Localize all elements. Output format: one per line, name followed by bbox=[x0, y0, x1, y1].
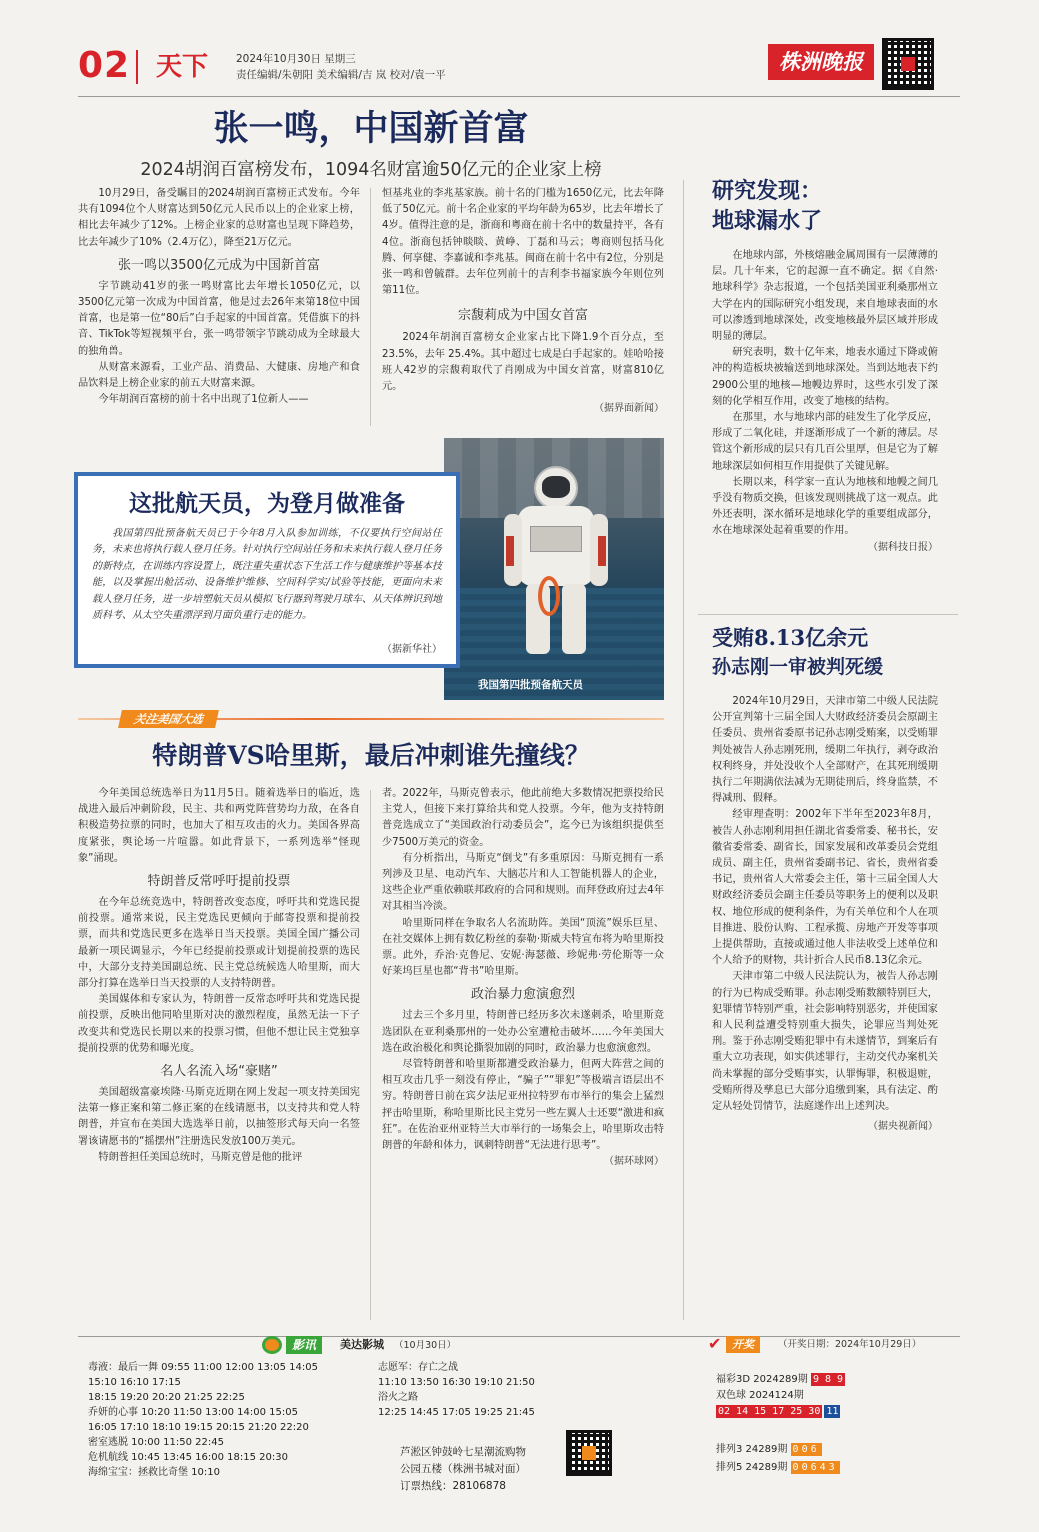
lead-credit: （据界面新闻） bbox=[594, 403, 664, 415]
earth-paragraph: 长期以来，科学家一直认为地核和地幔之间几乎没有物质交换，但该发现则挑战了这一观点。此外还表明，深水循环是地球化学的重要组成部分，水在地球深处起着重要的作用。 bbox=[712, 476, 938, 537]
bribe-headline-2: 孙志刚一审被判死缓 bbox=[712, 656, 884, 678]
astronaut-credit: （据新华社） bbox=[382, 644, 442, 655]
bribe-paragraph: 天津市第二中级人民法院认为，被告人孙志刚的行为已构成受贿罪。孙志刚受贿数额特别巨大，犯罪情节特别严重，社会影响特别恶劣，并使国家和人民利益遭受特别重大损失，论罪应当判处死刑。鉴于孙志刚受贿犯罪中有未遂情节，到案后有重大立功表现，如实供述罪行，主动交代办案机关尚未掌握的部分受贿事实，认罪悔罪，积极退赃，受贿所得及孳息已大部分追缴到案，具有法定、酌定从轻处罚情节，法庭遂作出上述判决。 bbox=[712, 971, 938, 1113]
lead-paragraph: 从财富来源看，工业产品、消费品、大健康、房地产和食品饮料是上榜企业家的前五大财富来源。 bbox=[78, 361, 360, 390]
lead-headline: 张一鸣，中国新首富 bbox=[213, 109, 529, 149]
election-paragraph: 有分析指出，马斯克“倒戈”有多重原因：马斯克拥有一系列涉及卫星、电动汽车、大脑芯片和人工智能机器人的企业，这些企业严重依赖联邦政府的合同和规则。而拜登政府过去4年对其相当冷淡。 bbox=[382, 852, 664, 913]
astronaut-box bbox=[74, 472, 460, 668]
cinema-schedule-left bbox=[88, 1360, 373, 1480]
earth-credit: （据科技日报） bbox=[868, 541, 938, 553]
lottery-numbers: 00643 bbox=[792, 1462, 838, 1473]
cinema-name: 美达影城 bbox=[340, 1338, 384, 1351]
lottery-row-ssq bbox=[716, 1388, 956, 1404]
election-paragraph: 特朗普担任美国总统时，马斯克曾是他的批评 bbox=[98, 1151, 303, 1163]
showtime-row: 密室逃脱 10:00 11:50 22:45 bbox=[88, 1437, 224, 1448]
earth-body bbox=[712, 248, 938, 556]
earth-headline-2: 地球漏水了 bbox=[712, 208, 823, 234]
cinema-address-line: 芦淞区钟鼓岭七星潮流购物 bbox=[400, 1446, 526, 1458]
lead-paragraph: 今年胡润百富榜的前十名中出现了1位新人—— bbox=[98, 394, 309, 406]
earth-paragraph: 在地球内部，外核熔融金属周围有一层薄薄的层。几十年来，它的起源一直不确定。据《自然·地球科学》杂志报道，一个包括美国亚利桑那州立大学在内的国际研究小组发现，来自地球表面的水可以渗透到地球深处，改变地核最外层区域并形成明显的薄层。 bbox=[712, 250, 938, 343]
bribe-headline-1: 受贿8.13亿余元 bbox=[712, 625, 869, 650]
column-divider bbox=[370, 790, 371, 1320]
cinema-address bbox=[400, 1444, 560, 1495]
election-paragraph: 美国超级富豪埃隆·马斯克近期在网上发起一项支持美国宪法第一修正案和第二修正案的在线请愿书，以支持共和党人特朗普，并宣布在美国大选选举日前，以抽签形式每天向一名签署该请愿书的“摇摆州”注册选民发放100万美元。 bbox=[78, 1087, 360, 1147]
earth-paragraph: 研究表明，数十亿年来，地表水通过下降或俯冲的构造板块被输送到地球深处。当到达地表下约2900公里的地核—地幔边界时，这些水引发了深刻的化学相互作用，改变了地核的结构。 bbox=[712, 347, 938, 407]
bribe-paragraph: 经审理查明：2002年下半年至2023年8月，被告人孙志刚利用担任湖北省委常委、秘书长，安徽省委常委、副省长，国家发展和改革委员会党组成员、副主任，贵州省委副书记、省长，贵州省委书记，贵州省人大常委会主任，第十三届全国人大财政经济委员会副主任委员等职务上的便利以及职权、地位形成的便利条件，为有关单位和个人在项目推进、股份认购、工程承揽、房地产开发等事项上提供帮助，直接或通过他人非法收受上述单位和个人给予的财物，共计折合人民币8.13亿余元。 bbox=[712, 809, 938, 967]
election-paragraph: 今年美国总统选举日为11月5日。随着选举日的临近，选战进入最后冲刺阶段，民主、共和两党阵营势均力敌，在各自积极造势拉票的同时，也加大了相互攻击的火力。美国各界高度紧张，舆论场一片喧嚣。如此背景下，一系列选举“怪现象”涌现。 bbox=[78, 788, 360, 864]
lottery-row-fc3d bbox=[716, 1372, 956, 1388]
column-divider bbox=[370, 188, 371, 426]
election-column-1 bbox=[78, 786, 360, 1166]
cinema-tag: 影讯 bbox=[286, 1336, 322, 1354]
lottery-tag: 开奖 bbox=[726, 1336, 760, 1353]
showtime-row: 18:15 19:20 20:20 21:25 22:25 bbox=[88, 1392, 245, 1403]
bribe-credit: （据央视新闻） bbox=[868, 1121, 938, 1133]
earth-paragraph: 在那里，水与地球内部的硅发生了化学反应，形成了二氧化硅，并逐渐形成了一个新的薄层。尽管这个新形成的层只有几百公里厚，但是它为了解地球深层如何相互作用提供了关键见解。 bbox=[712, 412, 938, 472]
astronaut-body: 我国第四批预备航天员已于今年8月入队参加训练，不仅要执行空间站任务，未来也将执行载人登月任务。针对执行空间站任务和未来执行载人登月任务的新特点，在训练内容设置上，既注重失重状态下生活工作与健康维护等基本技能，以及掌握出舱活动、设备维护维修、空间科学实/试验等技能，更面向未来载人登月任务，进一步培塑航天员从模拟飞行器到驾驶月球车、从天体辨识到地质科考、从太空失重漂浮到月面负重行走的能力。 bbox=[92, 528, 442, 622]
masthead-logo: 株洲晚报 bbox=[768, 44, 874, 80]
earth-headline-1: 研究发现： bbox=[712, 178, 823, 204]
lottery-label: 双色球 2024124期 bbox=[716, 1390, 804, 1401]
astronaut-suit-icon bbox=[504, 466, 608, 656]
election-paragraph: 尽管特朗普和哈里斯都遭受政治暴力，但两大阵营之间的相互攻击几乎一刻没有停止，“骗子”“罪犯”等极端言语层出不穷。特朗普日前在宾夕法尼亚州拉特罗布市举行的集会上猛烈抨击哈里斯，称哈里斯比民主党另一些左翼人士还要“激进和疯狂”。在佐治亚州亚特兰大市举行的一场集会上，哈里斯攻击特朗普的年龄和体力，讽刺特朗普“无法进行思考”。 bbox=[382, 1059, 664, 1152]
election-subhead: 名人名流入场“豪赌” bbox=[160, 1064, 278, 1080]
lottery-red-balls: 02 14 15 17 25 30 bbox=[718, 1406, 821, 1417]
cinema-address-line: 公园五楼（株洲书城对面） bbox=[400, 1463, 526, 1475]
lottery-label: 排列3 24289期 bbox=[716, 1444, 788, 1455]
cinema-phone: 订票热线：28106878 bbox=[400, 1480, 506, 1492]
election-paragraph: 哈里斯同样在争取名人名流助阵。美国“顶流”娱乐巨星、在社交媒体上拥有数亿粉丝的泰勒·斯威夫特宣布将为哈里斯投票。此外，乔治·克鲁尼、安妮·海瑟薇、珍妮弗·劳伦斯等一众好莱坞巨星也都“背书”哈里斯。 bbox=[382, 917, 664, 978]
election-subhead: 政治暴力愈演愈烈 bbox=[470, 987, 575, 1003]
header-divider bbox=[136, 50, 138, 84]
astronaut-headline: 这批航天员，为登月做准备 bbox=[129, 491, 405, 517]
issue-date: 2024年10月30日 星期三 bbox=[236, 53, 356, 65]
lottery-label: 福彩3D 2024289期 bbox=[716, 1374, 808, 1385]
section-name: 天下 bbox=[156, 52, 209, 82]
cinema-qr-code-icon bbox=[566, 1430, 612, 1476]
lead-paragraph: 恒基兆业的李兆基家族。前十名的门槛为1650亿元，比去年降低了50亿元。前十名企业家的平均年龄为65岁，比去年增长了4岁。值得注意的是，浙商和粤商在前十名中的数量持平，各有4位。浙商包括钟睒睒、黄峥、丁磊和马云；粤商则包括马化腾、何享健、李嘉诚和李兆基。闽商在前十名中有2位，分别是张一鸣和曾毓群。去年位列前十的吉利李书福家族今年则位列第11位。 bbox=[382, 188, 664, 297]
lottery-header bbox=[708, 1334, 958, 1356]
right-column-divider bbox=[683, 180, 684, 1320]
photo-caption: 我国第四批预备航天员 bbox=[478, 679, 583, 691]
election-paragraph: 过去三个多月里，特朗普已经历多次未遂刺杀，哈里斯竞选团队在亚利桑那州的一处办公室遭枪击破坏……今年美国大选在政治极化和舆论撕裂加剧的同时，政治暴力也愈演愈烈。 bbox=[382, 1010, 664, 1054]
lottery-numbers: 9 8 9 bbox=[812, 1374, 844, 1385]
header-rule bbox=[78, 96, 960, 97]
lead-paragraph: 字节跳动41岁的张一鸣财富比去年增长1050亿元，以3500亿元第一次成为中国首富，他是过去26年来第18位中国首富，也是第一位“80后”白手起家的中国首富。凭借旗下的抖音、TikTok等短视频平台，张一鸣带领字节跳动成为全球最大的独角兽。 bbox=[78, 280, 360, 357]
showtime-row: 危机航线 10:45 13:45 16:00 18:15 20:30 bbox=[88, 1452, 288, 1463]
election-paragraph: 在今年总统竞选中，特朗普改变态度，呼吁共和党选民提前投票。通常来说，民主党选民更倾向于邮寄投票和提前投票，而共和党选民更多在选举日当天投票。美国全国广播公司最新一项民调显示，今年已经提前投票或计划提前投票的选民中，大部分支持美国副总统、民主党总统候选人哈里斯，而大部分打算在选举日当天投票的人支持特朗普。 bbox=[78, 897, 360, 990]
showtime-row: 浴火之路 bbox=[378, 1392, 418, 1403]
election-subhead: 特朗普反常呼吁提前投票 bbox=[147, 874, 291, 890]
qr-code-icon bbox=[882, 38, 934, 90]
showtime-row: 15:10 16:10 17:15 bbox=[88, 1377, 181, 1388]
cinema-schedule-mid bbox=[378, 1360, 558, 1420]
election-paragraph: 美国媒体和专家认为，特朗普一反常态呼吁共和党选民提前投票，反映出他同哈里斯对决的激烈程度，虽然无法一下子改变共和党选民长期以来的投票习惯，但他不想让民主党独享提前投票的优势和曝光度。 bbox=[78, 994, 360, 1054]
lottery-date: （开奖日期：2024年10月29日） bbox=[778, 1339, 922, 1350]
election-credit: （据环球网） bbox=[604, 1156, 664, 1168]
lead-paragraph: 2024年胡润百富榜女企业家占比下降1.9个百分点，至23.5%，去年 25.4%。其中超过七成是白手起家的。娃哈哈接班人42岁的宗馥莉取代了肖刚成为中国女首富，财富810亿元。 bbox=[382, 332, 664, 393]
lottery-row-ssq-numbers bbox=[716, 1404, 956, 1420]
showtime-row: 16:05 17:10 18:10 19:15 20:15 21:20 22:20 bbox=[88, 1422, 309, 1433]
lottery-blue-ball: 11 bbox=[826, 1406, 839, 1417]
showtime-row: 毒液：最后一舞 09:55 11:00 12:00 13:05 14:05 bbox=[88, 1362, 318, 1373]
lottery-row-pl5 bbox=[716, 1460, 956, 1476]
page-number: 02 bbox=[78, 45, 131, 86]
lottery-box bbox=[716, 1372, 956, 1476]
astronaut-photo bbox=[444, 438, 664, 700]
section-rule bbox=[698, 614, 958, 615]
lottery-label: 排列5 24289期 bbox=[716, 1462, 788, 1473]
election-paragraph: 者。2022年，马斯克曾表示，他此前绝大多数情况把票投给民主党人，但接下来打算给共和党人投票。今年，他为支持特朗普竞选成立了“美国政治行动委员会”，迄今已为该组织提供至少7500万美元的资金。 bbox=[382, 788, 664, 848]
showtime-row: 12:25 14:45 17:05 19:25 21:45 bbox=[378, 1407, 535, 1418]
lead-paragraph: 10月29日，备受瞩目的2024胡润百富榜正式发布。今年共有1094位个人财富达到50亿元人民币以上的企业家上榜，相比去年减少了12%。上榜企业家的总财富也呈现下降趋势，比去年减少了10%（2.4万亿），降至21万亿元。 bbox=[78, 188, 360, 248]
election-tag: 关注美国大选 bbox=[118, 710, 219, 728]
showtime-row: 乔妍的心事 10:20 11:50 13:00 14:00 15:05 bbox=[88, 1407, 298, 1418]
cinema-box bbox=[78, 1360, 684, 1532]
editors-line: 责任编辑/朱朝阳 美术编辑/吉 岚 校对/袁一平 bbox=[236, 69, 446, 81]
film-reel-icon bbox=[262, 1336, 282, 1354]
showtime-row: 志愿军：存亡之战 bbox=[378, 1362, 458, 1373]
showtime-row: 海绵宝宝：拯救比奇堡 10:10 bbox=[88, 1467, 220, 1478]
election-headline: 特朗普VS哈里斯，最后冲刺谁先撞线？ bbox=[152, 741, 590, 770]
check-icon: ✔ bbox=[708, 1334, 722, 1353]
lead-column-1 bbox=[78, 186, 360, 408]
election-tag-bar bbox=[78, 714, 664, 724]
page-header bbox=[78, 38, 960, 98]
election-column-2 bbox=[382, 786, 664, 1170]
cinema-header bbox=[262, 1334, 492, 1356]
lead-subhead-2: 宗馥莉成为中国女首富 bbox=[457, 308, 588, 324]
cinema-date: （10月30日） bbox=[394, 1340, 457, 1351]
lottery-numbers: 006 bbox=[792, 1444, 820, 1455]
bribe-body bbox=[712, 694, 938, 1135]
lottery-row-pl3 bbox=[716, 1442, 956, 1458]
lead-subheadline: 2024胡润百富榜发布，1094名财富逾50亿元的企业家上榜 bbox=[140, 160, 602, 180]
bribe-paragraph: 2024年10月29日，天津市第二中级人民法院公开宣判第十三届全国人大财政经济委员会原副主任委员、贵州省委原书记孙志刚受贿案，以受贿罪判处被告人孙志刚死刑，缓期二年执行，剥夺政治权利终身，并处没收个人全部财产，在其死刑缓期执行二年期满依法减为无期徒刑后，终身监禁，不得减刑、假释。 bbox=[712, 696, 938, 805]
lead-column-2 bbox=[382, 186, 664, 417]
showtime-row: 11:10 13:50 16:30 19:10 21:50 bbox=[378, 1377, 535, 1388]
lead-subhead-1: 张一鸣以3500亿元成为中国新首富 bbox=[117, 257, 321, 273]
